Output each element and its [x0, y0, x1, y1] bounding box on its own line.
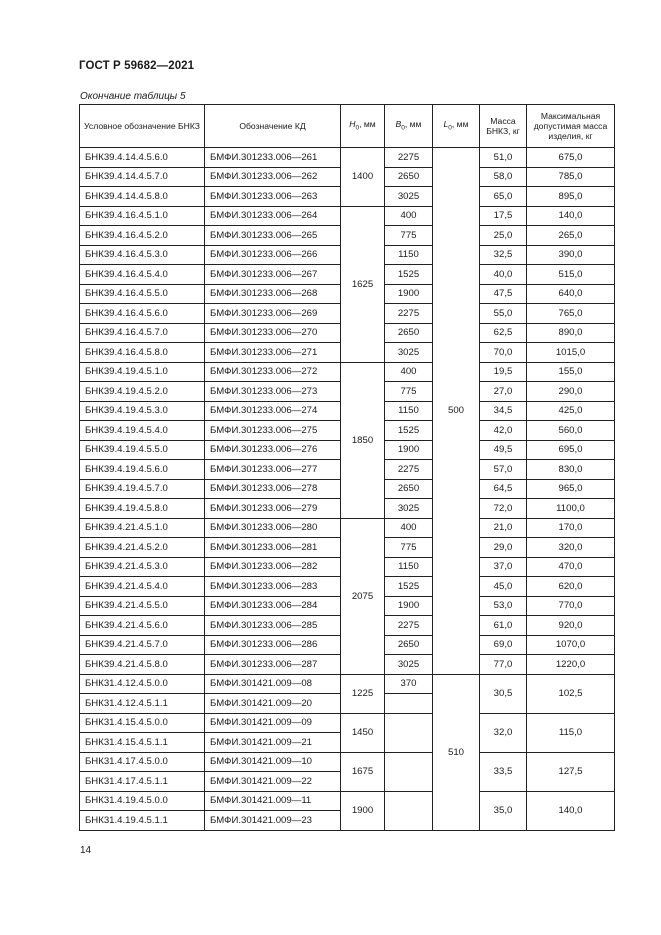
- cell-kd: БМФИ.301233.006—270: [205, 323, 341, 343]
- table-row: [80, 674, 615, 694]
- cell-designation: БНК39.4.19.4.5.6.0: [80, 460, 205, 480]
- cell-b0: 3025: [385, 499, 433, 519]
- cell-designation: БНК31.4.15.4.5.1.1: [80, 733, 205, 753]
- cell-mass: 51,0: [480, 148, 527, 168]
- cell-designation: БНК39.4.16.4.5.4.0: [80, 265, 205, 285]
- cell-b0: 2275: [385, 460, 433, 480]
- cell-b0: 1525: [385, 265, 433, 285]
- table-row: [80, 752, 615, 772]
- cell-mass: 35,0: [480, 791, 527, 830]
- cell-mass: 55,0: [480, 304, 527, 324]
- cell-designation: БНК31.4.17.4.5.0.0: [80, 752, 205, 772]
- cell-kd: БМФИ.301233.006—278: [205, 479, 341, 499]
- cell-kd: БМФИ.301233.006—283: [205, 577, 341, 597]
- cell-b0: 3025: [385, 655, 433, 675]
- cell-mass: 58,0: [480, 167, 527, 187]
- cell-h0: 1675: [341, 752, 385, 791]
- cell-kd: БМФИ.301233.006—264: [205, 206, 341, 226]
- cell-kd: БМФИ.301233.006—266: [205, 245, 341, 265]
- cell-max-mass: 965,0: [527, 479, 615, 499]
- col-header-mass: Масса БНКЗ, кг: [480, 105, 527, 148]
- cell-b0: 775: [385, 538, 433, 558]
- cell-max-mass: 620,0: [527, 577, 615, 597]
- table-caption: Окончание таблицы 5: [80, 91, 186, 102]
- cell-b0: 1900: [385, 440, 433, 460]
- cell-mass: 29,0: [480, 538, 527, 558]
- table-row: [80, 791, 615, 811]
- cell-b0: 3025: [385, 343, 433, 363]
- cell-kd: БМФИ.301421.009—11: [205, 791, 341, 811]
- page-number: 14: [80, 845, 92, 856]
- cell-b0: 2650: [385, 167, 433, 187]
- cell-mass: 17,5: [480, 206, 527, 226]
- cell-kd: БМФИ.301421.009—20: [205, 694, 341, 714]
- cell-mass: 32,5: [480, 245, 527, 265]
- cell-designation: БНК39.4.16.4.5.8.0: [80, 343, 205, 363]
- cell-designation: БНК39.4.19.4.5.2.0: [80, 382, 205, 402]
- cell-max-mass: 140,0: [527, 206, 615, 226]
- cell-mass: 72,0: [480, 499, 527, 519]
- cell-mass: 62,5: [480, 323, 527, 343]
- cell-mass: 21,0: [480, 518, 527, 538]
- cell-max-mass: 785,0: [527, 167, 615, 187]
- cell-designation: БНК31.4.12.4.5.1.1: [80, 694, 205, 714]
- cell-kd: БМФИ.301233.006—281: [205, 538, 341, 558]
- cell-kd: БМФИ.301421.009—10: [205, 752, 341, 772]
- cell-max-mass: 640,0: [527, 284, 615, 304]
- col-header-h0: $H_0$, мм: [341, 105, 385, 148]
- cell-designation: БНК39.4.19.4.5.7.0: [80, 479, 205, 499]
- cell-designation: БНК39.4.19.4.5.8.0: [80, 499, 205, 519]
- cell-b0: 370: [385, 674, 433, 694]
- cell-mass: 30,5: [480, 674, 527, 713]
- cell-max-mass: 265,0: [527, 226, 615, 246]
- cell-h0: 1225: [341, 674, 385, 713]
- cell-max-mass: 765,0: [527, 304, 615, 324]
- cell-kd: БМФИ.301233.006—262: [205, 167, 341, 187]
- cell-kd: БМФИ.301233.006—272: [205, 362, 341, 382]
- cell-max-mass: 155,0: [527, 362, 615, 382]
- cell-max-mass: 425,0: [527, 401, 615, 421]
- cell-mass: 25,0: [480, 226, 527, 246]
- cell-mass: 64,5: [480, 479, 527, 499]
- cell-designation: БНК39.4.19.4.5.4.0: [80, 421, 205, 441]
- cell-h0: 1450: [341, 713, 385, 752]
- cell-designation: БНК39.4.14.4.5.8.0: [80, 187, 205, 207]
- cell-mass: 70,0: [480, 343, 527, 363]
- cell-mass: 32,0: [480, 713, 527, 752]
- cell-b0: 2650: [385, 323, 433, 343]
- cell-mass: 45,0: [480, 577, 527, 597]
- cell-b0: 1900: [385, 284, 433, 304]
- cell-kd: БМФИ.301233.006—265: [205, 226, 341, 246]
- table-row: [80, 713, 615, 733]
- cell-max-mass: 115,0: [527, 713, 615, 752]
- cell-kd: БМФИ.301421.009—21: [205, 733, 341, 753]
- cell-kd: БМФИ.301233.006—263: [205, 187, 341, 207]
- cell-designation: БНК39.4.21.4.5.3.0: [80, 557, 205, 577]
- cell-designation: БНК39.4.16.4.5.5.0: [80, 284, 205, 304]
- cell-b0: 400: [385, 518, 433, 538]
- col-header-l0: $L_0$, мм: [433, 105, 480, 148]
- cell-designation: БНК31.4.19.4.5.0.0: [80, 791, 205, 811]
- cell-designation: БНК39.4.21.4.5.2.0: [80, 538, 205, 558]
- cell-b0: 1900: [385, 596, 433, 616]
- cell-kd: БМФИ.301233.006—286: [205, 635, 341, 655]
- cell-b0: 1525: [385, 421, 433, 441]
- cell-h0: 2075: [341, 518, 385, 674]
- cell-mass: 61,0: [480, 616, 527, 636]
- cell-b0: 2275: [385, 616, 433, 636]
- cell-designation: БНК39.4.19.4.5.3.0: [80, 401, 205, 421]
- cell-max-mass: 890,0: [527, 323, 615, 343]
- cell-max-mass: 515,0: [527, 265, 615, 285]
- cell-max-mass: 140,0: [527, 791, 615, 830]
- cell-b0: 1150: [385, 557, 433, 577]
- cell-max-mass: 320,0: [527, 538, 615, 558]
- cell-mass: 49,5: [480, 440, 527, 460]
- cell-kd: БМФИ.301233.006—287: [205, 655, 341, 675]
- cell-mass: 33,5: [480, 752, 527, 791]
- cell-b0: 1525: [385, 577, 433, 597]
- cell-designation: БНК39.4.19.4.5.1.0: [80, 362, 205, 382]
- cell-mass: 40,0: [480, 265, 527, 285]
- cell-max-mass: 830,0: [527, 460, 615, 480]
- cell-b0: [385, 713, 433, 752]
- cell-kd: БМФИ.301233.006—276: [205, 440, 341, 460]
- cell-designation: БНК39.4.16.4.5.7.0: [80, 323, 205, 343]
- col-header-b0: $B_0$, мм: [385, 105, 433, 148]
- cell-l0: 510: [433, 674, 480, 830]
- cell-h0: 1400: [341, 148, 385, 207]
- cell-mass: 34,5: [480, 401, 527, 421]
- cell-designation: БНК31.4.17.4.5.1.1: [80, 772, 205, 792]
- cell-b0: 3025: [385, 187, 433, 207]
- cell-kd: БМФИ.301233.006—280: [205, 518, 341, 538]
- cell-mass: 42,0: [480, 421, 527, 441]
- cell-max-mass: 1015,0: [527, 343, 615, 363]
- col-header-max-mass: Максимальная допустимая масса изделия, кг: [527, 105, 615, 148]
- cell-designation: БНК39.4.21.4.5.4.0: [80, 577, 205, 597]
- cell-h0: 1850: [341, 362, 385, 518]
- cell-max-mass: 920,0: [527, 616, 615, 636]
- cell-mass: 57,0: [480, 460, 527, 480]
- cell-b0: [385, 694, 433, 714]
- table-row: [80, 518, 615, 538]
- spec-table: [79, 104, 615, 831]
- cell-kd: БМФИ.301233.006—274: [205, 401, 341, 421]
- cell-b0: 775: [385, 382, 433, 402]
- cell-mass: 27,0: [480, 382, 527, 402]
- cell-kd: БМФИ.301421.009—22: [205, 772, 341, 792]
- cell-max-mass: 1100,0: [527, 499, 615, 519]
- cell-b0: 400: [385, 362, 433, 382]
- cell-designation: БНК39.4.21.4.5.8.0: [80, 655, 205, 675]
- cell-mass: 37,0: [480, 557, 527, 577]
- cell-designation: БНК39.4.16.4.5.1.0: [80, 206, 205, 226]
- cell-max-mass: 127,5: [527, 752, 615, 791]
- cell-max-mass: 695,0: [527, 440, 615, 460]
- cell-b0: 1150: [385, 401, 433, 421]
- cell-kd: БМФИ.301233.006—275: [205, 421, 341, 441]
- document-code: ГОСТ Р 59682—2021: [79, 60, 195, 72]
- cell-kd: БМФИ.301233.006—271: [205, 343, 341, 363]
- cell-b0: [385, 791, 433, 830]
- cell-designation: БНК39.4.14.4.5.7.0: [80, 167, 205, 187]
- table-row: [80, 362, 615, 382]
- cell-kd: БМФИ.301421.009—23: [205, 811, 341, 831]
- cell-max-mass: 170,0: [527, 518, 615, 538]
- cell-designation: БНК31.4.12.4.5.0.0: [80, 674, 205, 694]
- cell-max-mass: 1070,0: [527, 635, 615, 655]
- cell-h0: 1625: [341, 206, 385, 362]
- header-row: [80, 105, 615, 148]
- cell-max-mass: 290,0: [527, 382, 615, 402]
- cell-b0: 775: [385, 226, 433, 246]
- cell-designation: БНК39.4.16.4.5.6.0: [80, 304, 205, 324]
- cell-designation: БНК39.4.19.4.5.5.0: [80, 440, 205, 460]
- cell-max-mass: 895,0: [527, 187, 615, 207]
- cell-b0: 400: [385, 206, 433, 226]
- cell-mass: 19,5: [480, 362, 527, 382]
- cell-b0: 2650: [385, 479, 433, 499]
- cell-l0: 500: [433, 148, 480, 675]
- cell-mass: 47,5: [480, 284, 527, 304]
- col-header-kd: Обозначение КД: [205, 105, 341, 148]
- cell-designation: БНК39.4.16.4.5.3.0: [80, 245, 205, 265]
- cell-designation: БНК39.4.21.4.5.5.0: [80, 596, 205, 616]
- cell-mass: 69,0: [480, 635, 527, 655]
- cell-kd: БМФИ.301233.006—268: [205, 284, 341, 304]
- table-row: [80, 148, 615, 168]
- cell-max-mass: 390,0: [527, 245, 615, 265]
- cell-b0: 2650: [385, 635, 433, 655]
- cell-designation: БНК39.4.21.4.5.1.0: [80, 518, 205, 538]
- cell-designation: БНК31.4.19.4.5.1.1: [80, 811, 205, 831]
- cell-kd: БМФИ.301233.006—284: [205, 596, 341, 616]
- cell-max-mass: 102,5: [527, 674, 615, 713]
- cell-kd: БМФИ.301233.006—273: [205, 382, 341, 402]
- cell-kd: БМФИ.301421.009—08: [205, 674, 341, 694]
- cell-kd: БМФИ.301233.006—279: [205, 499, 341, 519]
- cell-kd: БМФИ.301233.006—282: [205, 557, 341, 577]
- cell-b0: 2275: [385, 148, 433, 168]
- cell-max-mass: 1220,0: [527, 655, 615, 675]
- cell-max-mass: 560,0: [527, 421, 615, 441]
- cell-kd: БМФИ.301233.006—267: [205, 265, 341, 285]
- cell-kd: БМФИ.301233.006—277: [205, 460, 341, 480]
- col-header-designation: Условное обозначение БНКЗ: [80, 105, 205, 148]
- cell-designation: БНК39.4.14.4.5.6.0: [80, 148, 205, 168]
- cell-max-mass: 675,0: [527, 148, 615, 168]
- cell-designation: БНК39.4.21.4.5.6.0: [80, 616, 205, 636]
- cell-kd: БМФИ.301233.006—269: [205, 304, 341, 324]
- cell-max-mass: 470,0: [527, 557, 615, 577]
- cell-mass: 77,0: [480, 655, 527, 675]
- cell-b0: 1150: [385, 245, 433, 265]
- cell-b0: 2275: [385, 304, 433, 324]
- cell-designation: БНК31.4.15.4.5.0.0: [80, 713, 205, 733]
- cell-kd: БМФИ.301233.006—285: [205, 616, 341, 636]
- table-row: [80, 206, 615, 226]
- cell-mass: 65,0: [480, 187, 527, 207]
- cell-b0: [385, 752, 433, 791]
- cell-designation: БНК39.4.16.4.5.2.0: [80, 226, 205, 246]
- cell-designation: БНК39.4.21.4.5.7.0: [80, 635, 205, 655]
- cell-max-mass: 770,0: [527, 596, 615, 616]
- cell-kd: БМФИ.301421.009—09: [205, 713, 341, 733]
- cell-kd: БМФИ.301233.006—261: [205, 148, 341, 168]
- cell-mass: 53,0: [480, 596, 527, 616]
- cell-h0: 1900: [341, 791, 385, 830]
